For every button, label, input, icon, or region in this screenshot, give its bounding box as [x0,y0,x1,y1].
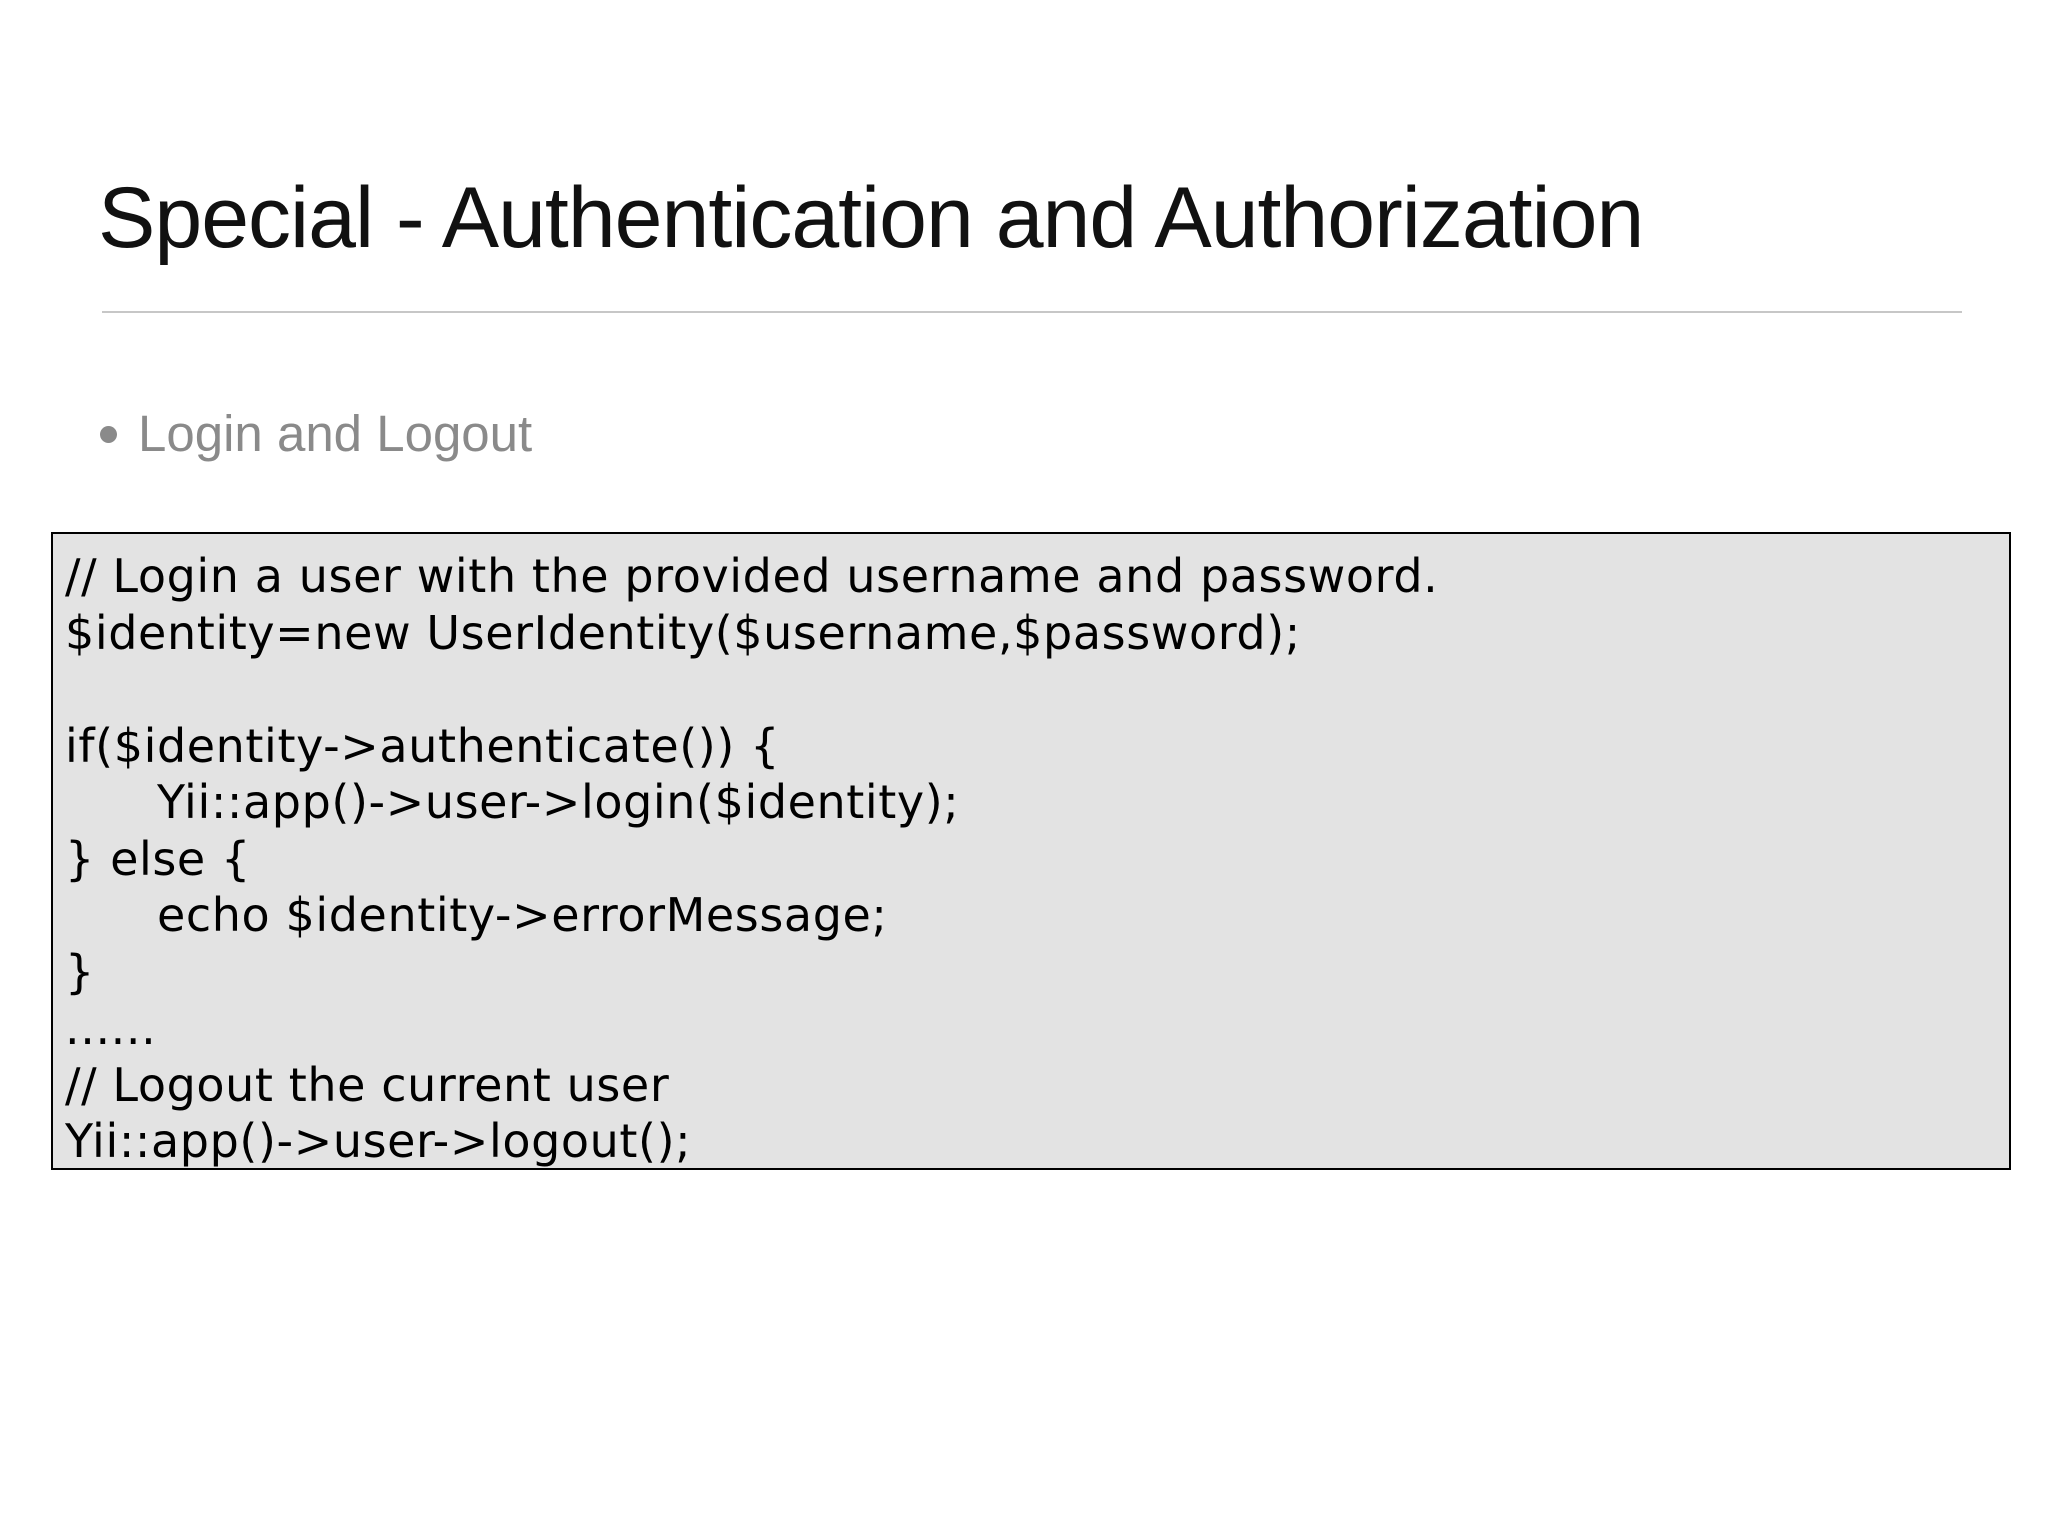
code-line-logout: Yii::app()->user->logout(); [65,1114,692,1168]
code-line-else: } else { [65,831,251,886]
code-line-identity: $identity=new UserIdentity($username,$password); [65,605,1301,660]
code-line-echo: echo $identity->errorMessage; [157,888,888,942]
code-line-comment-logout: // Logout the current user [65,1057,670,1112]
code-line-close-brace: } [65,944,95,999]
code-line-ellipsis: ...... [65,1001,157,1055]
code-line-comment-login: // Login a user with the provided username and password. [65,549,1439,603]
code-block [51,532,2011,1170]
code-line-login: Yii::app()->user->login($identity); [157,775,960,829]
slide-title: Special - Authentication and Authorization [98,170,1644,266]
bullet-text: Login and Logout [138,405,533,462]
code-line-if: if($identity->authenticate()) { [65,718,780,773]
bullet-dot-icon [100,426,117,443]
bullet-item [100,404,532,464]
code-line-blank [65,661,2009,718]
title-divider [102,311,1962,313]
